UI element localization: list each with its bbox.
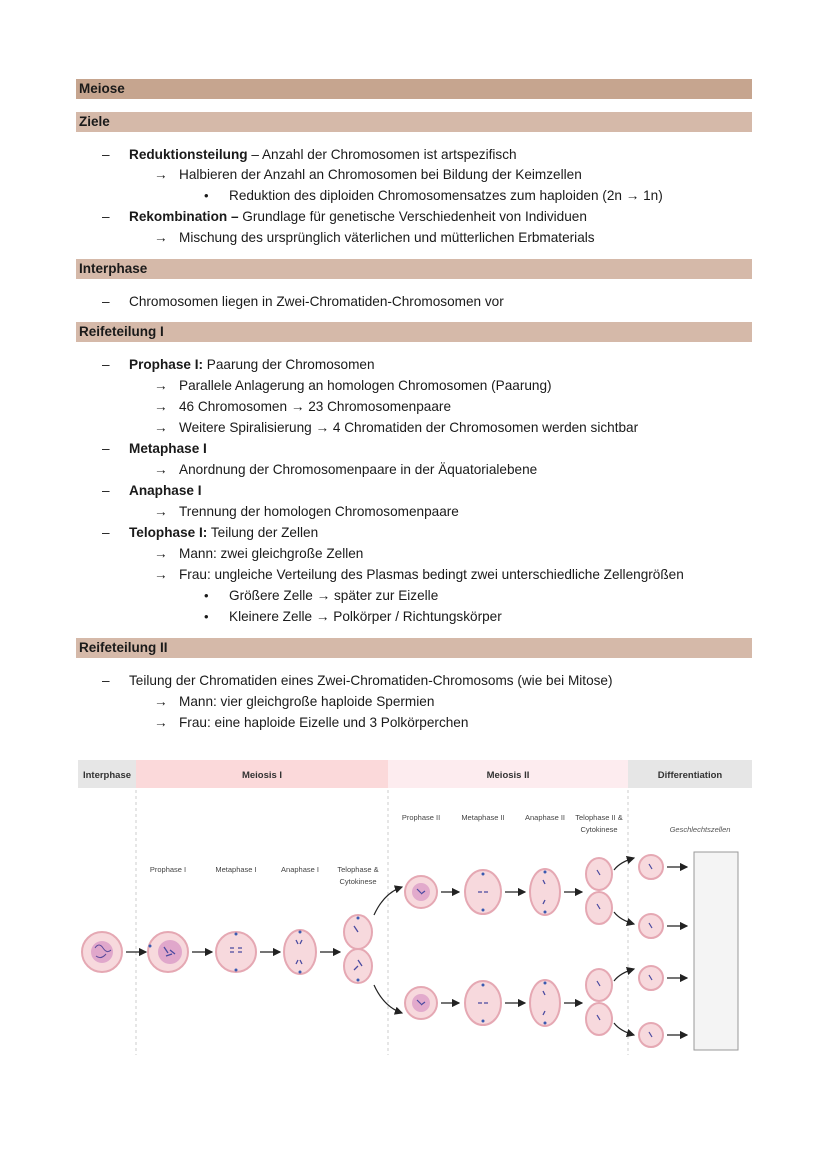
- telophase1-term: Telophase I:: [129, 525, 208, 540]
- label-telophase-2a: Telophase II &: [575, 813, 623, 822]
- telophase-1-cell: [344, 915, 372, 983]
- label-differentiation: Differentiation: [657, 770, 723, 781]
- reife2-point-2: Frau: eine haploide Eizelle und 3 Polkörperchen: [179, 715, 469, 730]
- header-ziele: Ziele: [76, 112, 752, 132]
- differentiation-box: [694, 852, 738, 1050]
- telophase1-line: [129, 524, 318, 542]
- anaphase1-line: [129, 482, 202, 500]
- arrow-icon: →: [154, 462, 168, 477]
- header-reifeteilung-1: Reifeteilung I: [76, 322, 752, 342]
- header-reifeteilung-2: Reifeteilung II: [76, 638, 752, 658]
- label-telophase-2b: Cytokinese: [580, 825, 618, 834]
- metaphase-1-cell: [216, 932, 256, 972]
- label-metaphase-2: Metaphase II: [461, 813, 505, 822]
- label-telophase-1b: Cytokinese: [339, 877, 377, 886]
- dash: –: [102, 147, 110, 162]
- meiosis-diagram: [78, 760, 752, 1060]
- prophase1-term: Prophase I:: [129, 357, 204, 372]
- arrow-icon: →: [154, 167, 168, 182]
- prophase1-point-1: Parallele Anlagerung an homologen Chromosomen (Paarung): [179, 378, 552, 393]
- telophase1-subpoint-2: Kleinere Zelle → Polkörper / Richtungskörper: [229, 609, 502, 624]
- arrow-icon: →: [154, 694, 168, 709]
- arrow-icon: →: [154, 567, 168, 582]
- anaphase-1-cell: [284, 930, 316, 974]
- bullet-icon: •: [204, 588, 209, 603]
- metaphase1-point-1: Anordnung der Chromosomenpaare in der Äquatorialebene: [179, 462, 538, 477]
- arrow-icon: →: [154, 420, 168, 435]
- anaphase-2-cell-top: [530, 869, 560, 915]
- ziele-line-3: Reduktion des diploiden Chromosomensatzes zum haploiden (2n → 1n): [229, 188, 663, 203]
- ziele-line-1: [129, 146, 517, 164]
- label-telophase-1a: Telophase &: [337, 865, 379, 874]
- dash: –: [102, 357, 110, 372]
- gamete-cell-4: [639, 1023, 663, 1047]
- telophase-2-cell-top: [586, 858, 612, 924]
- interphase-cell: [82, 932, 122, 972]
- bullet-icon: •: [204, 609, 209, 624]
- label-geschlechtszellen: Geschlechtszellen: [669, 825, 731, 834]
- arrow-icon: →: [154, 715, 168, 730]
- prophase1-text: Paarung der Chromosomen: [203, 357, 375, 372]
- label-anaphase-1: Anaphase I: [281, 865, 319, 874]
- header-interphase: Interphase: [76, 259, 752, 279]
- ziele-text-1: – Anzahl der Chromosomen ist artspezifisch: [247, 147, 517, 162]
- arrow-icon: →: [154, 230, 168, 245]
- ziele-term-reduktion: Reduktionsteilung: [129, 147, 248, 162]
- ziele-text-4: Grundlage für genetische Verschiedenheit von Individuen: [238, 209, 587, 224]
- prophase-2-cell-bottom: [405, 987, 437, 1019]
- gamete-cell-2: [639, 914, 663, 938]
- label-meiosis-1: Meiosis I: [241, 770, 283, 781]
- prophase1-line: [129, 356, 375, 374]
- gamete-cell-3: [639, 966, 663, 990]
- label-meiosis-2: Meiosis II: [486, 770, 530, 781]
- reife2-line-1: Teilung der Chromatiden eines Zwei-Chromatiden-Chromosoms (wie bei Mitose): [129, 673, 613, 688]
- telophase1-point-1: Mann: zwei gleichgroße Zellen: [179, 546, 364, 561]
- prophase-1-cell: [148, 932, 188, 972]
- ziele-line-4: [129, 208, 587, 226]
- ziele-term-rekombination: Rekombination –: [129, 209, 239, 224]
- interphase-line-1: Chromosomen liegen in Zwei-Chromatiden-Chromosomen vor: [129, 294, 504, 309]
- ziele-line-5: Mischung des ursprünglich väterlichen und mütterlichen Erbmaterials: [179, 230, 595, 245]
- metaphase1-line: [129, 440, 207, 458]
- label-metaphase-1: Metaphase I: [215, 865, 257, 874]
- arrow-icon: →: [154, 399, 168, 414]
- label-interphase: Interphase: [82, 770, 132, 781]
- reife2-point-1: Mann: vier gleichgroße haploide Spermien: [179, 694, 435, 709]
- metaphase-2-cell-bottom: [465, 981, 501, 1025]
- telophase1-text: Teilung der Zellen: [207, 525, 319, 540]
- dash: –: [102, 483, 110, 498]
- anaphase1-term: Anaphase I: [129, 483, 202, 498]
- dash: –: [102, 441, 110, 456]
- ziele-line-2: Halbieren der Anzahl an Chromosomen bei Bildung der Keimzellen: [179, 167, 582, 182]
- telophase-2-cell-bottom: [586, 969, 612, 1035]
- dash: –: [102, 294, 110, 309]
- telophase1-point-2: Frau: ungleiche Verteilung des Plasmas bedingt zwei unterschiedliche Zellengrößen: [179, 567, 684, 582]
- dash: –: [102, 525, 110, 540]
- dash: –: [102, 673, 110, 688]
- telophase1-subpoint-1: Größere Zelle → später zur Eizelle: [229, 588, 439, 603]
- dash: –: [102, 209, 110, 224]
- anaphase-2-cell-bottom: [530, 980, 560, 1026]
- label-prophase-2: Prophase II: [401, 813, 441, 822]
- bullet-icon: •: [204, 188, 209, 203]
- prophase-2-cell-top: [405, 876, 437, 908]
- prophase1-point-2: 46 Chromosomen → 23 Chromosomenpaare: [179, 399, 452, 414]
- prophase1-point-3: Weitere Spiralisierung → 4 Chromatiden der Chromosomen werden sichtbar: [179, 420, 639, 435]
- label-anaphase-2: Anaphase II: [524, 813, 566, 822]
- metaphase1-term: Metaphase I: [129, 441, 207, 456]
- label-prophase-1: Prophase I: [149, 865, 187, 874]
- arrow-icon: →: [154, 504, 168, 519]
- arrow-icon: →: [154, 546, 168, 561]
- metaphase-2-cell-top: [465, 870, 501, 914]
- arrow-icon: →: [154, 378, 168, 393]
- anaphase1-point-1: Trennung der homologen Chromosomenpaare: [179, 504, 459, 519]
- gamete-cell-1: [639, 855, 663, 879]
- header-meiose: Meiose: [76, 79, 752, 99]
